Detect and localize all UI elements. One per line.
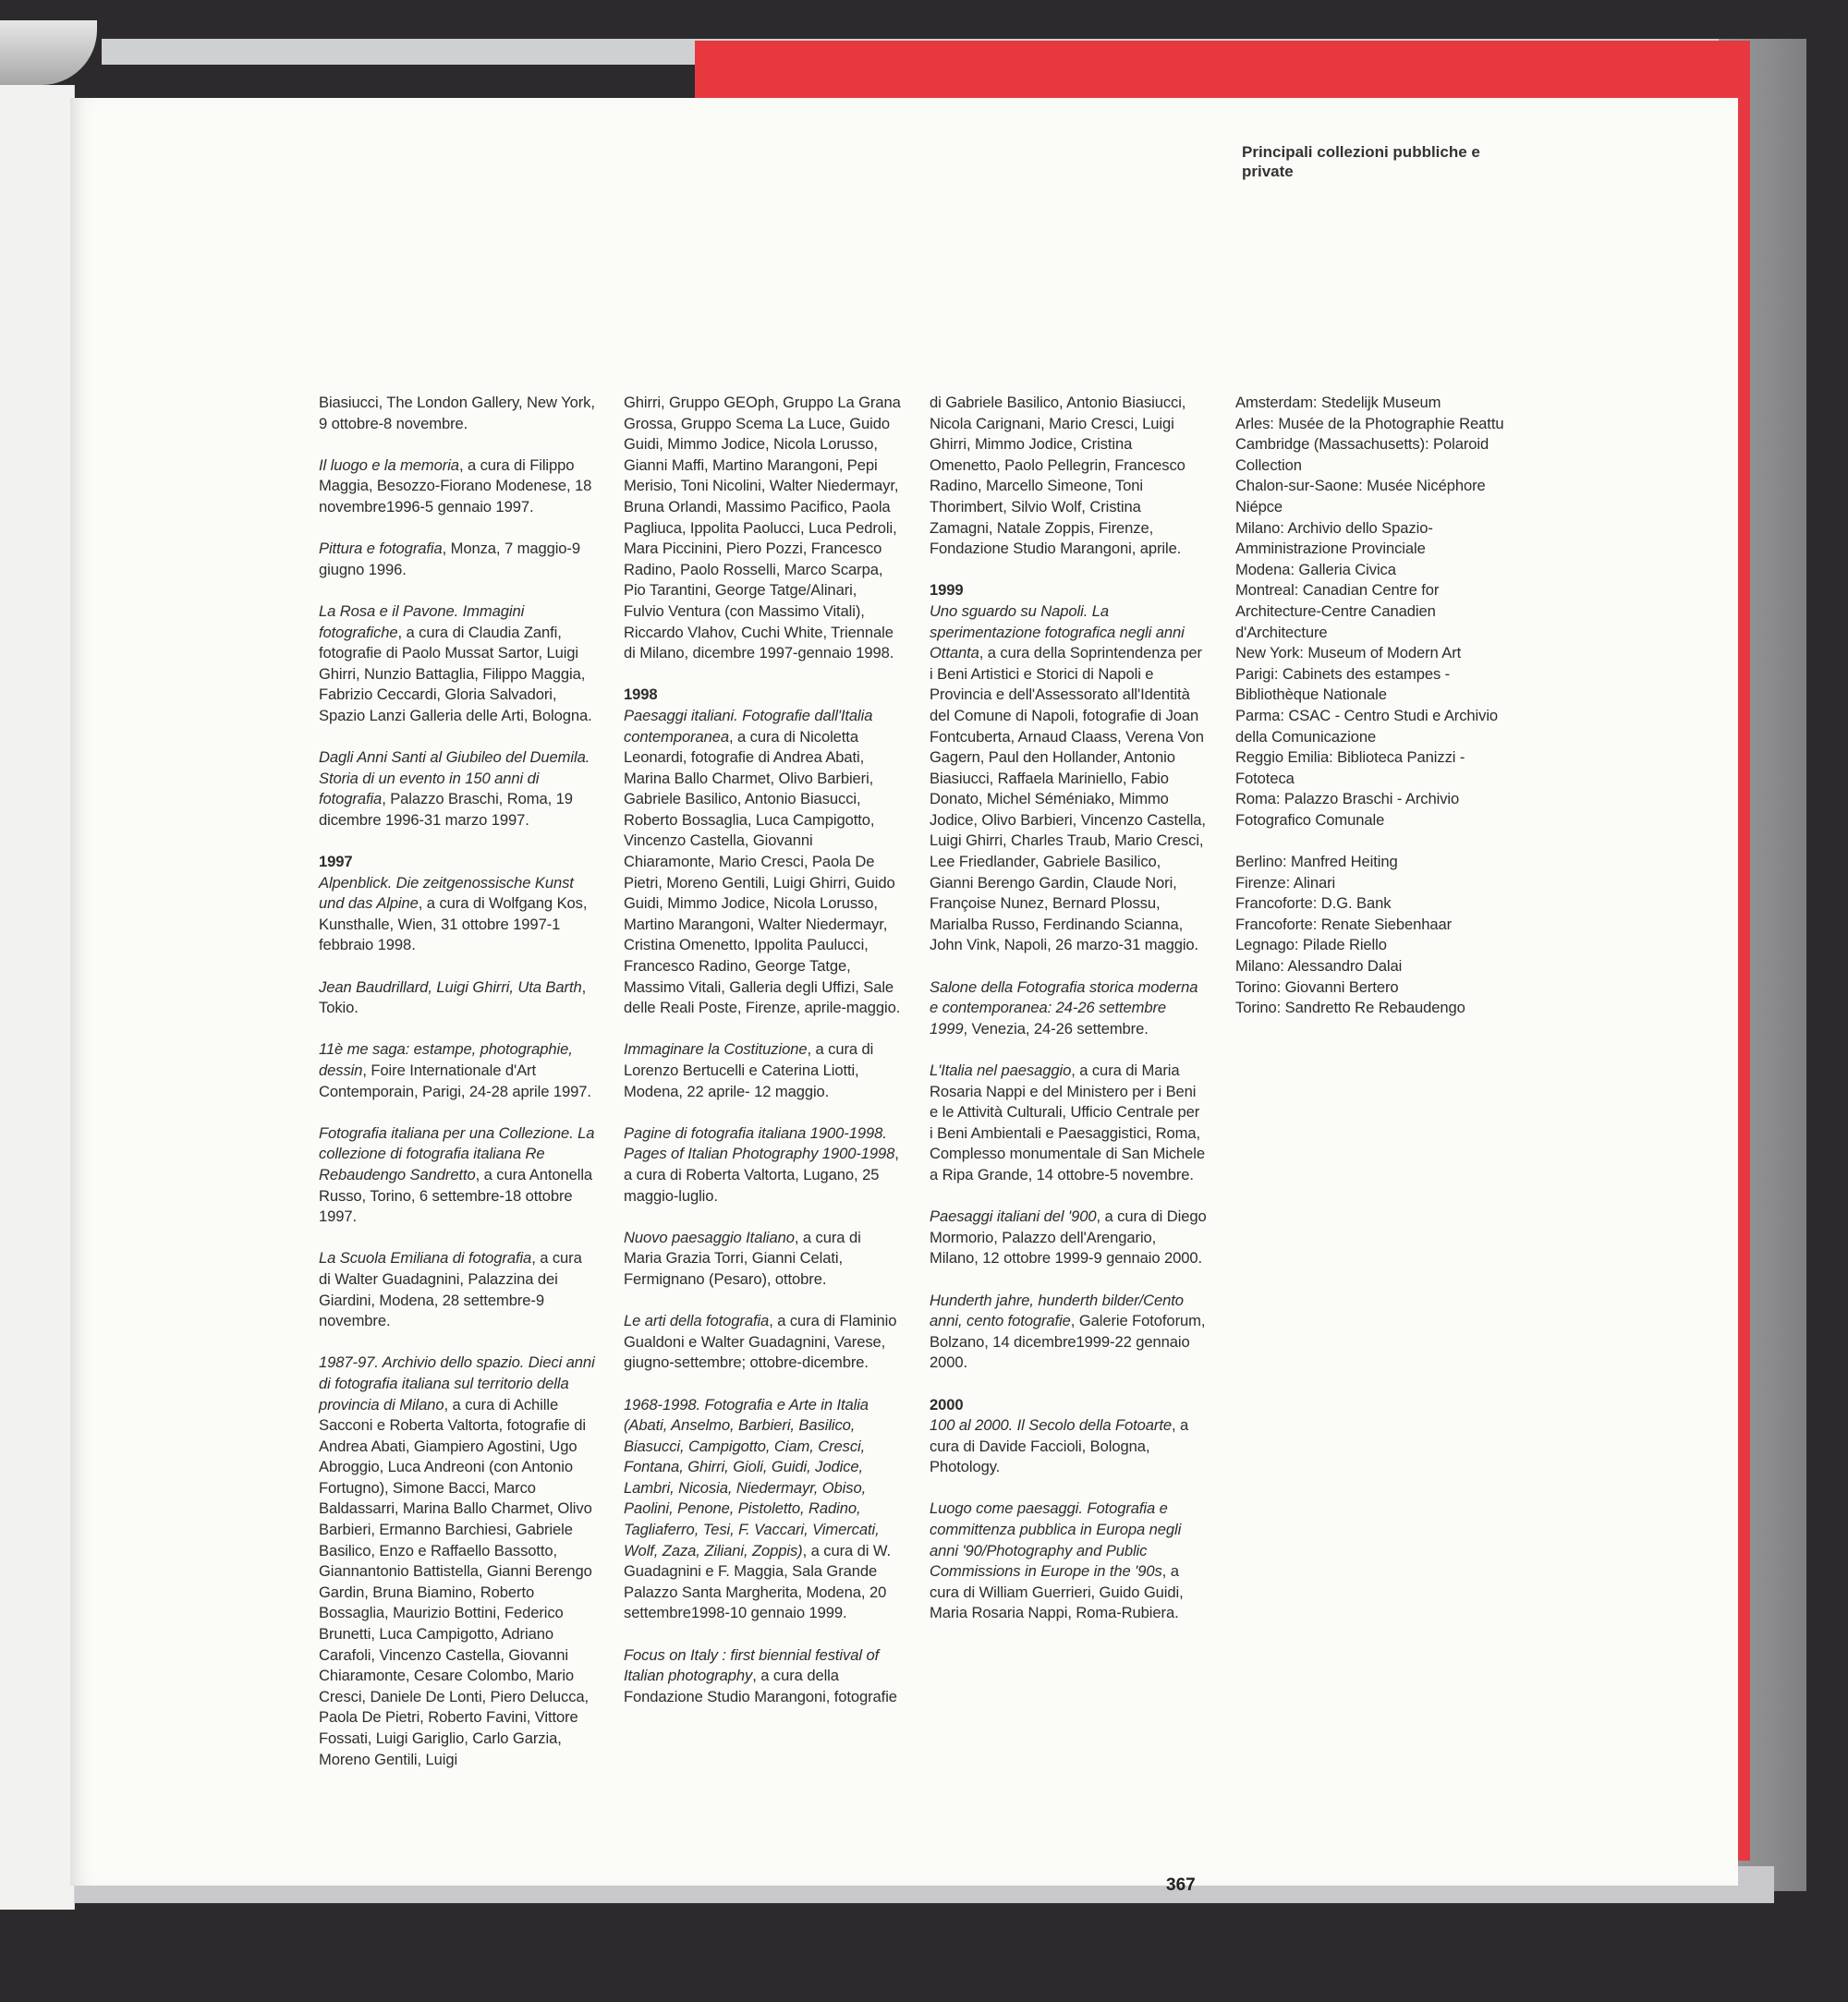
entry-details: , a cura della Soprintendenza per i Beni Artistici e Storici di Napoli e Provincia e dell'Assessorato all'Identità del Comune di Napoli, fotografie di Joan Fontcuberta, Arnaud Claass, Verena Von Gagern, Paul den Hollander, Antonio Biasiucci, Raffaela Mariniello, Fabio Donato, Michel Séméniako, Mimmo Jodice, Olivo Barbieri, Vincenzo Castella, Luigi Ghirri, Charles Traub, Mario Cresci, Lee Friedlander, Gabriele Basilico, Gianni Berengo Gardin, Claude Nori, Françoise Nunez, Bernard Plossu, Marialba Russo, Ferdinando Scianna, John Vink, Napoli, 26 marzo-31 maggio. [930,644,1206,954]
collection-item: Torino: Giovanni Bertero [1235,977,1399,996]
background-top [0,0,1848,37]
entry-title: Paesaggi italiani del '900 [930,1207,1097,1226]
entry-title: Jean Baudrillard, Luigi Ghirri, Uta Barth [319,977,582,996]
year-heading: 2000 [930,1395,964,1414]
bibliography-entry [319,1248,596,1331]
entry-details: , a cura della Fondazione Studio Marangoni, fotografie [624,1667,897,1705]
entry-details: Ghirri, Gruppo GEOph, Gruppo La Grana Grossa, Gruppo Scema La Luce, Guido Guidi, Mimmo Jodice, Nicola Lorusso, Gianni Maffi, Martino Marangoni, Pepi Merisio, Toni Nicolini, Walter Niedermayr, Bruna Orlandi, Massimo Pacifico, Paola Pagliuca, Ippolita Paolucci, Luca Pedroli, Mara Piccinini, Piero Pozzi, Francesco Radino, Paolo Rosselli, Marco Scarpa, Pio Tarantini, George Tatge/Alinari, Fulvio Ventura (con Massimo Vitali), Riccardo Vlahov, Cuchi White, Triennale di Milano, dicembre 1997-gennaio 1998. [624,394,901,662]
entry-details: , a cura Antonella Russo, Torino, 6 settembre-18 ottobre 1997. [319,1165,593,1226]
page-header: Principali collezioni pubbliche e private [1242,143,1480,180]
entry-title: Hunderth jahre, hunderth bilder/Cento anni, cento fotografie [930,1291,1184,1330]
collection-item: Milano: Alessandro Dalai [1235,957,1403,976]
entry-title: Uno sguardo su Napoli. La sperimentazione fotografica negli anni Ottanta [930,601,1185,662]
entry-details: , a cura di Wolfgang Kos, Kunsthalle, Wien, 31 ottobre 1997-1 febbraio 1998. [319,894,588,954]
public-collections-list [1235,393,1513,831]
text-column-3 [930,393,1207,1645]
entry-title: 1987-97. Archivio dello spazio. Dieci anni di fotografia italiana sul territorio della provincia di Milano [319,1353,595,1414]
entry-details: , Foire Internationale d'Art Contemporain, Parigi, 24-28 aprile 1997. [319,1062,591,1100]
text-column-4 [1235,393,1513,1019]
collection-item: Cambridge (Massachusetts): Polaroid Collection [1235,435,1489,474]
entry-details: , a cura di Walter Guadagnini, Palazzina dei Giardini, Modena, 28 settembre-9 novembre. [319,1249,582,1330]
entry-title: La Rosa e il Pavone. Immagini fotografiche [319,601,525,641]
collection-item: Firenze: Alinari [1235,873,1336,892]
collection-item: Amsterdam: Stedelijk Museum [1235,394,1441,411]
entry-title: 1968-1998. Fotografia e Arte in Italia (Abati, Anselmo, Barbieri, Basilico, Biasucci, Campigotto, Ciam, Cresci, Fontana, Ghirri, Gioli, Guidi, Jodice, Lambri, Nicosia, Niedermayr, Obiso, Paolini, Penone, Pistoletto, Radino, Tagliaferro, Tesi, F. Vaccari, Vimercati, Wolf, Zaza, Ziliani, Zoppis) [624,1395,880,1559]
text-column-1 [319,393,596,1791]
entry-details: , Venezia, 24-26 settembre. [963,1019,1149,1037]
entry-details: , Palazzo Braschi, Roma, 19 dicembre 1996-31 marzo 1997. [319,790,573,829]
page-number: 367 [1166,1875,1196,1895]
bibliography-entry [930,1061,1207,1186]
entry-title: La Scuola Emiliana di fotografia [319,1249,532,1268]
entry-details: , a cura di Maria Grazia Torri, Gianni Celati, Fermignano (Pesaro), ottobre. [624,1228,861,1288]
bibliography-entry [624,1228,901,1291]
collection-item: Parma: CSAC - Centro Studi e Archivio della Comunicazione [1235,706,1499,746]
year-heading: 1998 [624,686,658,704]
bibliography-entry [624,1645,901,1708]
text-column-2 [624,393,901,1729]
bibliography-entry [624,1039,901,1102]
entry-details: , a cura di Achille Sacconi e Roberta Valtorta, fotografie di Andrea Abati, Giampiero Agostini, Ugo Abroggio, Luca Andreoni (con Antonio Fortugno), Simone Bacci, Marco Baldassarri, Marina Ballo Charmet, Olivo Barbieri, Ermanno Barchiesi, Gabriele Basilico, Enzo e Raffaello Bassotto, Giannantonio Battistella, Gianni Berengo Gardin, Bruna Biamino, Roberto Bossaglia, Maurizio Bottini, Federico Brunetti, Luca Campigotto, Adriano Carafoli, Vincenzo Castella, Giovanni Chiaramonte, Cesare Colombo, Mario Cresci, Daniele De Lonti, Piero Delucca, Paola De Pietri, Roberto Favini, Vittore Fossati, Luigi Gariglio, Carlo Garzia, Moreno Gentili, Luigi [319,1395,592,1768]
bibliography-entry [624,1395,901,1625]
entry-details: , a cura di Filippo Maggia, Besozzo-Fiorano Modenese, 18 novembre1996-5 gennaio 1997. [319,455,592,516]
bibliography-entry [930,393,1207,560]
entry-title: Il luogo e la memoria [319,455,459,474]
entry-title: Fotografia italiana per una Collezione. La collezione di fotografia italiana Re Rebaudengo Sandretto [319,1123,595,1183]
entry-title: Paesaggi italiani. Fotografie dall'Italia contemporanea [624,706,873,746]
entry-title: 100 al 2000. Il Secolo della Fotoarte [930,1416,1172,1435]
entry-details: , a cura di Lorenzo Bertucelli e Caterina Liotti, Modena, 22 aprile- 12 maggio. [624,1040,874,1100]
bibliography-entry [930,580,1207,956]
collection-item: Legnago: Pilade Riello [1235,936,1387,954]
collection-item: Roma: Palazzo Braschi - Archivio Fotografico Comunale [1235,790,1460,829]
entry-details: , a cura di William Guerrieri, Guido Guidi, Maria Rosaria Nappi, Roma-Rubiera. [930,1562,1184,1622]
collection-item: Francoforte: Renate Siebenhaar [1235,915,1453,933]
bibliography-entry [319,539,596,580]
entry-details: , a cura di Maria Rosaria Nappi e del Ministero per i Beni e le Attività Culturali, Ufficio Centrale per i Beni Ambientali e Paesaggistici, Roma, Complesso monumentale di San Michele a Ripa Grande, 14 ottobre-5 novembre. [930,1062,1206,1183]
entry-details: , a cura di Nicoletta Leonardi, fotografie di Andrea Abati, Marina Ballo Charmet, Olivo Barbieri, Gabriele Basilico, Antonio Biasucci, Roberto Bossaglia, Luca Campigotto, Vincenzo Castella, Giovanni Chiaramonte, Mario Cresci, Paola De Pietri, Moreno Gentili, Luigi Ghirri, Guido Guidi, Mimmo Jodice, Nicola Lorusso, Martino Marangoni, Walter Niedermayr, Cristina Omenetto, Ippolita Paulucci, Francesco Radino, George Tatge, Massimo Vitali, Galleria degli Uffizi, Sale delle Reali Poste, Firenze, aprile-maggio. [624,727,901,1017]
entry-title: Immaginare la Costituzione [624,1040,808,1059]
entry-details: , Monza, 7 maggio-9 giugno 1996. [319,540,580,578]
collection-item: New York: Museum of Modern Art [1235,644,1462,662]
entry-title: L'Italia nel paesaggio [930,1062,1072,1079]
bibliography-entry [624,1123,901,1207]
bibliography-entry [930,1207,1207,1269]
entry-title: Focus on Italy : first biennial festival of Italian photography [624,1645,880,1685]
bibliography-entry [319,747,596,831]
bibliography-entry [319,393,596,434]
entry-title: Le arti della fotografia [624,1312,770,1330]
entry-title: Dagli Anni Santi al Giubileo del Duemila. Storia di un evento in 150 anni di fotografia [319,748,590,808]
entry-details: , a cura di W. Guadagnini e F. Maggia, Sala Grande Palazzo Santa Margherita, Modena, 20 settembre1998-10 gennaio 1999. [624,1541,892,1622]
bibliography-entry [319,1039,596,1102]
entry-details: , a cura di Diego Mormorio, Palazzo dell'Arengario, Milano, 12 ottobre 1999-9 gennaio 2000. [930,1207,1207,1268]
collection-item: Milano: Archivio dello Spazio-Amministrazione Provinciale [1235,518,1433,558]
collection-item: Parigi: Cabinets des estampes - Bibliothèque Nationale [1235,664,1451,704]
bibliography-entry [319,852,596,956]
entry-details: , Tokio. [319,977,587,1017]
bibliography-entry [319,977,596,1019]
collection-item: Montreal: Canadian Centre for Architecture-Centre Canadien d'Architecture [1235,581,1440,641]
left-page-edge [0,85,75,1910]
entry-details: , Galerie Fotoforum, Bolzano, 14 dicembre1999-22 gennaio 2000. [930,1312,1206,1372]
collection-item: Arles: Musée de la Photographie Reattu [1235,414,1504,432]
entry-title: Luogo come paesaggi. Fotografia e committenza pubblica in Europa negli anni '90/Photography and Public Commissions in Europe in the '90s [930,1499,1182,1581]
collection-item: Francoforte: D.G. Bank [1235,894,1392,913]
entry-details: , a cura di Flaminio Gualdoni e Walter Guadagnini, Varese, giugno-settembre; ottobre-dicembre. [624,1312,897,1372]
bibliography-entry [319,601,596,727]
bibliography-entry [624,393,901,664]
year-heading: 1997 [319,853,353,871]
entry-title: Nuovo paesaggio Italiano [624,1228,795,1246]
entry-title: 11è me saga: estampe, photographie, dessin [319,1040,573,1079]
collection-item: Chalon-sur-Saone: Musée Nicéphore Niépce [1235,477,1486,516]
bibliography-entry [930,1291,1207,1374]
entry-title: Alpenblick. Die zeitgenossische Kunst und das Alpine [319,873,574,913]
bibliography-entry [930,977,1207,1040]
entry-details: , a cura di Davide Faccioli, Bologna, Photology. [930,1416,1189,1476]
entry-title: Pagine di fotografia italiana 1900-1998. Pages of Italian Photography 1900-1998 [624,1123,895,1163]
private-collections-list [1235,852,1513,1019]
bibliography-entry [624,685,901,1019]
entry-title: Salone della Fotografia storica moderna e contemporanea: 24-26 settembre 1999 [930,977,1198,1037]
bibliography-entry [319,1353,596,1770]
collection-item: Modena: Galleria Civica [1235,560,1396,578]
entry-details: di Gabriele Basilico, Antonio Biasiucci, Nicola Carignani, Mario Cresci, Luigi Ghirri, Mimmo Jodice, Cristina Omenetto, Paolo Pellegrin, Francesco Radino, Marcello Simeone, Toni Thorimbert, Silvio Wolf, Cristina Zamagni, Natale Zoppis, Firenze, Fondazione Studio Marangoni, aprile. [930,394,1186,558]
bibliography-entry [319,1123,596,1228]
year-heading: 1999 [930,581,964,600]
collection-item: Reggio Emilia: Biblioteca Panizzi - Fototeca [1235,748,1465,787]
entry-details: , a cura di Roberta Valtorta, Lugano, 25 maggio-luglio. [624,1145,899,1205]
bibliography-entry [624,1311,901,1374]
collection-item: Berlino: Manfred Heiting [1235,853,1398,871]
bibliography-entry [930,1395,1207,1478]
entry-details: , a cura di Claudia Zanfi, fotografie di Paolo Mussat Sartor, Luigi Ghirri, Nunzio Battaglia, Filippo Maggia, Fabrizio Ceccardi, Gloria Salvadori, Spazio Lanzi Galleria delle Arti, Bologna. [319,623,592,724]
entry-details: Biasiucci, The London Gallery, New York, 9 ottobre-8 novembre. [319,394,595,432]
collection-item: Torino: Sandretto Re Rebaudengo [1235,999,1465,1017]
entry-title: Pittura e fotografia [319,540,443,558]
bibliography-entry [930,1498,1207,1624]
bibliography-entry [319,455,596,518]
